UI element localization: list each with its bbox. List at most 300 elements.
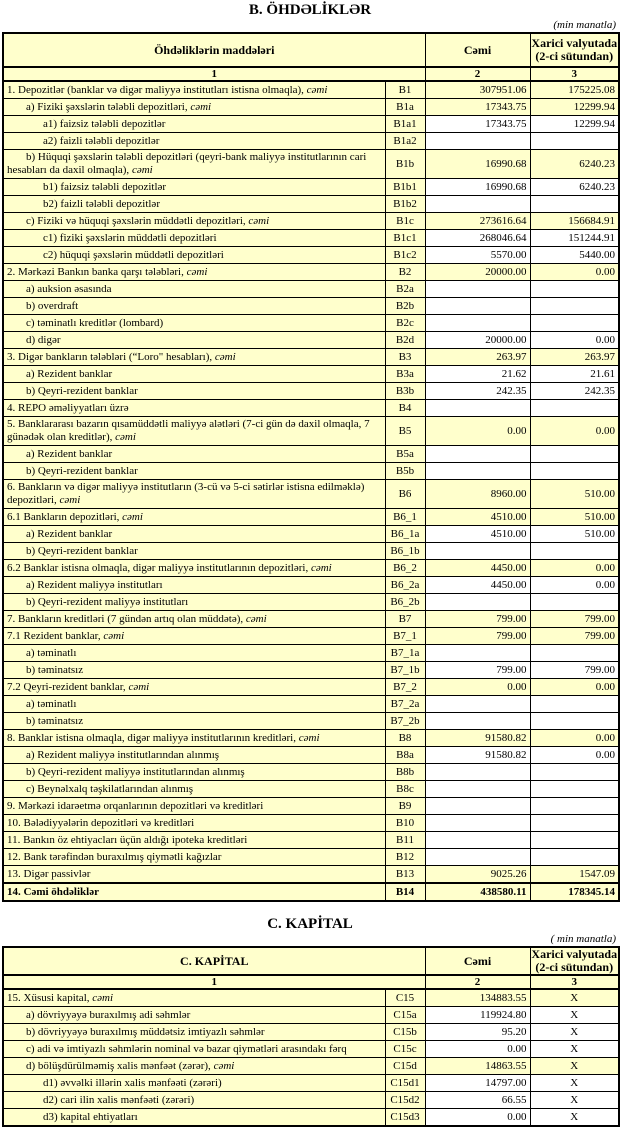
row-total-value: 4510.00: [425, 526, 530, 543]
row-label: b) təminatsız: [3, 662, 385, 679]
row-fx-value: X: [530, 1109, 619, 1127]
row-code: B3b: [385, 383, 425, 400]
row-fx-value: 0.00: [530, 577, 619, 594]
row-fx-value: 799.00: [530, 611, 619, 628]
table-row: [3, 798, 619, 815]
row-fx-value: 1547.09: [530, 866, 619, 884]
row-label: a) auksion əsasında: [3, 281, 385, 298]
row-total-value: 134883.55: [425, 989, 530, 1007]
table-row: [3, 366, 619, 383]
row-code: B7_1a: [385, 645, 425, 662]
table-row: [3, 383, 619, 400]
total-column-header: Cəmi: [425, 947, 530, 975]
colnum-1: 1: [3, 67, 425, 81]
row-code: B7_2b: [385, 713, 425, 730]
row-code: C15d1: [385, 1075, 425, 1092]
total-column-header: Cəmi: [425, 33, 530, 67]
table-row: [3, 832, 619, 849]
row-code: B3: [385, 349, 425, 366]
row-code: B8a: [385, 747, 425, 764]
row-code: B5b: [385, 463, 425, 480]
row-label: 1. Depozitlər (banklar və digər maliyyə institutları istisna olmaqla), cəmi: [3, 81, 385, 99]
row-total-value: 4450.00: [425, 577, 530, 594]
row-code: B8c: [385, 781, 425, 798]
row-label: 7.1 Rezident banklar, cəmi: [3, 628, 385, 645]
row-total-value: 8960.00: [425, 480, 530, 509]
row-fx-value: [530, 645, 619, 662]
row-label: c2) hüquqi şəxslərin müddətli depozitləri: [3, 247, 385, 264]
row-code: B1: [385, 81, 425, 99]
table-row: [3, 1075, 619, 1092]
row-code: C15c: [385, 1041, 425, 1058]
row-label: a) Rezident maliyyə institutları: [3, 577, 385, 594]
capital-header-row: [3, 947, 619, 975]
row-label: c) Fiziki və hüquqi şəxslərin müddətli depozitləri, cəmi: [3, 213, 385, 230]
colnum-2: 2: [425, 67, 530, 81]
row-label: a1) faizsiz tələbli depozitlər: [3, 116, 385, 133]
table-row: [3, 400, 619, 417]
row-label: a) Rezident banklar: [3, 446, 385, 463]
row-fx-value: 12299.94: [530, 99, 619, 116]
row-code: B14: [385, 883, 425, 901]
row-fx-value: 21.61: [530, 366, 619, 383]
row-code: B2: [385, 264, 425, 281]
row-code: C15d3: [385, 1109, 425, 1127]
row-total-value: [425, 645, 530, 662]
row-label: 6.1 Bankların depozitləri, cəmi: [3, 509, 385, 526]
row-total-value: 119924.80: [425, 1007, 530, 1024]
row-label: 7. Bankların kreditləri (7 gündən artıq olan müddətə), cəmi: [3, 611, 385, 628]
row-fx-value: 178345.14: [530, 883, 619, 901]
row-label: 13. Digər passivlər: [3, 866, 385, 884]
colnum-3: 3: [530, 67, 619, 81]
row-label: c) adi və imtiyazlı səhmlərin nominal və bazar qiymətləri arasındakı fərq: [3, 1041, 385, 1058]
row-total-value: 9025.26: [425, 866, 530, 884]
table-row: [3, 781, 619, 798]
row-total-value: 4450.00: [425, 560, 530, 577]
table-row: [3, 480, 619, 509]
row-label: 4. REPO əməliyyatları üzrə: [3, 400, 385, 417]
row-total-value: [425, 133, 530, 150]
row-total-value: 66.55: [425, 1092, 530, 1109]
row-fx-value: [530, 281, 619, 298]
row-code: B6_2a: [385, 577, 425, 594]
row-label: 2. Mərkəzi Bankın banka qarşı tələbləri, cəmi: [3, 264, 385, 281]
table-row: [3, 446, 619, 463]
row-label-italic-suffix: cəmi: [308, 561, 332, 574]
row-code: C15a: [385, 1007, 425, 1024]
row-label-italic-suffix: cəmi: [183, 265, 208, 278]
row-code: C15d2: [385, 1092, 425, 1109]
row-label: b) Qeyri-rezident maliyyə institutlarından alınmış: [3, 764, 385, 781]
row-fx-value: X: [530, 1092, 619, 1109]
row-fx-value: X: [530, 989, 619, 1007]
row-total-value: [425, 713, 530, 730]
items-column-header: C. KAPİTAL: [3, 947, 425, 975]
row-code: B12: [385, 849, 425, 866]
table-row: [3, 662, 619, 679]
row-label: a) Fiziki şəxslərin tələbli depozitləri, cəmi: [3, 99, 385, 116]
row-label: a2) faizli tələbli depozitlər: [3, 133, 385, 150]
row-fx-value: [530, 594, 619, 611]
table-row: [3, 849, 619, 866]
row-total-value: [425, 849, 530, 866]
row-code: B1a2: [385, 133, 425, 150]
table-row: [3, 730, 619, 747]
row-label-italic-suffix: cəmi: [129, 164, 153, 176]
row-label: 9. Mərkəzi idarəetmə orqanlarının depozitləri və kreditləri: [3, 798, 385, 815]
row-label: 14. Cəmi öhdəliklər: [3, 883, 385, 901]
row-code: C15d: [385, 1058, 425, 1075]
row-total-value: 0.00: [425, 1109, 530, 1127]
row-label: 3. Digər bankların tələbləri (“Loro" hesabları), cəmi: [3, 349, 385, 366]
row-label: 6. Bankların və digər maliyyə institutların (3-cü və 5-ci sətirlər istisna edilməklə) depozitləri, cəmi: [3, 480, 385, 509]
row-label: c1) fiziki şəxslərin müddətli depozitləri: [3, 230, 385, 247]
row-total-value: [425, 281, 530, 298]
liabilities-colnum-row: [3, 67, 619, 81]
row-fx-value: [530, 543, 619, 560]
row-code: B7_2: [385, 679, 425, 696]
table-row: [3, 526, 619, 543]
section-b-title: B. ÖHDƏLİKLƏR: [248, 2, 372, 18]
row-label: 7.2 Qeyri-rezident banklar, cəmi: [3, 679, 385, 696]
row-total-value: [425, 798, 530, 815]
row-fx-value: 12299.94: [530, 116, 619, 133]
row-fx-value: 0.00: [530, 332, 619, 349]
row-total-value: [425, 298, 530, 315]
row-fx-value: 5440.00: [530, 247, 619, 264]
row-code: B1b1: [385, 179, 425, 196]
row-total-value: [425, 764, 530, 781]
row-label: b) Hüquqi şəxslərin tələbli depozitləri (qeyri-bank maliyyə institutlarının cari hesabları da daxil olmaqla), cəmi: [3, 150, 385, 179]
row-total-value: 20000.00: [425, 264, 530, 281]
row-label-italic-suffix: cəmi: [212, 350, 236, 363]
row-code: B7_1b: [385, 662, 425, 679]
row-fx-value: [530, 446, 619, 463]
row-total-value: [425, 781, 530, 798]
table-row: [3, 679, 619, 696]
row-total-value: 799.00: [425, 628, 530, 645]
table-row: [3, 463, 619, 480]
row-label: d) bölüşdürülməmiş xalis mənfəət (zərər), cəmi: [3, 1058, 385, 1075]
table-row: [3, 230, 619, 247]
row-fx-value: 510.00: [530, 526, 619, 543]
row-fx-value: 510.00: [530, 509, 619, 526]
table-row: [3, 133, 619, 150]
section-c-unit-note: ( min manatla): [550, 933, 616, 945]
row-label: 10. Bələdiyyələrin depozitləri və kreditləri: [3, 815, 385, 832]
row-total-value: 799.00: [425, 662, 530, 679]
row-code: B1c1: [385, 230, 425, 247]
row-code: B7: [385, 611, 425, 628]
row-total-value: [425, 594, 530, 611]
row-total-value: 242.35: [425, 383, 530, 400]
table-row: [3, 264, 619, 281]
items-column-header: Öhdəliklərin maddələri: [3, 33, 425, 67]
row-label-italic-suffix: cəmi: [89, 991, 114, 1004]
table-row: [3, 116, 619, 133]
table-row: [3, 611, 619, 628]
table-row: [3, 866, 619, 884]
table-row: [3, 179, 619, 196]
table-row: [3, 1092, 619, 1109]
row-fx-value: [530, 696, 619, 713]
row-total-value: [425, 400, 530, 417]
row-total-value: 17343.75: [425, 116, 530, 133]
table-row: [3, 747, 619, 764]
table-row: [3, 696, 619, 713]
row-label: a) Rezident maliyyə institutlarından alınmış: [3, 747, 385, 764]
row-code: B1c: [385, 213, 425, 230]
table-row: [3, 509, 619, 526]
table-row: [3, 1058, 619, 1075]
row-code: B6_2: [385, 560, 425, 577]
row-fx-value: 0.00: [530, 730, 619, 747]
row-fx-value: [530, 713, 619, 730]
row-code: B2c: [385, 315, 425, 332]
row-total-value: 438580.11: [425, 883, 530, 901]
row-fx-value: 156684.91: [530, 213, 619, 230]
table-row: [3, 1024, 619, 1041]
liabilities-header-row: [3, 33, 619, 67]
row-total-value: [425, 832, 530, 849]
row-fx-value: 799.00: [530, 662, 619, 679]
row-code: B1a: [385, 99, 425, 116]
row-label: b) Qeyri-rezident banklar: [3, 463, 385, 480]
table-row: [3, 417, 619, 446]
row-code: B4: [385, 400, 425, 417]
row-label: 6.2 Banklar istisna olmaqla, digər maliyyə institutlarının depozitləri, cəmi: [3, 560, 385, 577]
row-fx-value: 799.00: [530, 628, 619, 645]
row-label: d2) cari ilin xalis mənfəəti (zərəri): [3, 1092, 385, 1109]
row-code: B7_2a: [385, 696, 425, 713]
row-code: B6_1b: [385, 543, 425, 560]
liabilities-table: [2, 32, 620, 902]
row-label-italic-suffix: cəmi: [100, 629, 125, 642]
row-total-value: 14863.55: [425, 1058, 530, 1075]
row-fx-value: 175225.08: [530, 81, 619, 99]
row-fx-value: 242.35: [530, 383, 619, 400]
fx-column-header: Xarici valyutada (2-ci sütundan): [531, 947, 618, 974]
row-total-value: [425, 696, 530, 713]
table-row: [3, 213, 619, 230]
report-page: [0, 2, 620, 1127]
row-fx-value: 263.97: [530, 349, 619, 366]
row-code: B6_1: [385, 509, 425, 526]
row-code: B10: [385, 815, 425, 832]
row-total-value: [425, 463, 530, 480]
row-label-italic-suffix: cəmi: [210, 1059, 235, 1072]
table-row: [3, 577, 619, 594]
row-total-value: 21.62: [425, 366, 530, 383]
table-row: [3, 815, 619, 832]
section-c-title: C. KAPİTAL: [267, 916, 353, 932]
row-fx-value: 0.00: [530, 417, 619, 446]
row-label: 15. Xüsusi kapital, cəmi: [3, 989, 385, 1007]
row-fx-value: 0.00: [530, 560, 619, 577]
row-label: b) Qeyri-rezident maliyyə institutları: [3, 594, 385, 611]
row-code: C15: [385, 989, 425, 1007]
row-code: B1b: [385, 150, 425, 179]
row-label: a) təminatlı: [3, 645, 385, 662]
row-label: d3) kapital ehtiyatları: [3, 1109, 385, 1127]
row-fx-value: 0.00: [530, 747, 619, 764]
row-fx-value: [530, 798, 619, 815]
row-label-italic-suffix: cəmi: [56, 494, 81, 506]
row-label: c) Beynəlxalq təşkilatlarından alınmış: [3, 781, 385, 798]
row-total-value: 0.00: [425, 679, 530, 696]
table-row: [3, 1109, 619, 1127]
fx-column-header: Xarici valyutada (2-ci sütundan): [530, 33, 619, 67]
row-fx-value: [530, 298, 619, 315]
row-fx-value: [530, 463, 619, 480]
table-row: [3, 989, 619, 1007]
row-code: B6_2b: [385, 594, 425, 611]
row-code: B9: [385, 798, 425, 815]
row-fx-value: 151244.91: [530, 230, 619, 247]
row-total-value: 0.00: [425, 417, 530, 446]
row-total-value: 95.20: [425, 1024, 530, 1041]
row-code: B1b2: [385, 196, 425, 213]
row-total-value: 16990.68: [425, 150, 530, 179]
row-total-value: 14797.00: [425, 1075, 530, 1092]
table-row: [3, 298, 619, 315]
row-fx-value: [530, 315, 619, 332]
row-fx-value: X: [530, 1058, 619, 1075]
table-row: [3, 883, 619, 901]
table-row: [3, 196, 619, 213]
table-row: [3, 594, 619, 611]
table-row: [3, 560, 619, 577]
row-fx-value: X: [530, 1075, 619, 1092]
colnum-2: 2: [425, 975, 530, 989]
row-label-italic-suffix: cəmi: [112, 431, 136, 443]
row-total-value: 799.00: [425, 611, 530, 628]
row-code: B1c2: [385, 247, 425, 264]
row-total-value: [425, 815, 530, 832]
row-total-value: 17343.75: [425, 99, 530, 116]
row-code: B1a1: [385, 116, 425, 133]
row-label: b) overdraft: [3, 298, 385, 315]
table-row: [3, 315, 619, 332]
row-label-italic-suffix: cəmi: [119, 510, 143, 523]
row-fx-value: 6240.23: [530, 150, 619, 179]
row-total-value: [425, 543, 530, 560]
table-row: [3, 99, 619, 116]
table-row: [3, 81, 619, 99]
table-row: [3, 764, 619, 781]
row-label-italic-suffix: cəmi: [187, 100, 212, 113]
row-fx-value: 0.00: [530, 679, 619, 696]
section-b-unit-note: (min manatla): [553, 19, 616, 31]
row-label: b) dövriyyəyə buraxılmış müddətsiz imtiyazlı səhmlər: [3, 1024, 385, 1041]
row-label: b1) faizsiz tələbli depozitlər: [3, 179, 385, 196]
row-code: B11: [385, 832, 425, 849]
row-code: B3a: [385, 366, 425, 383]
row-fx-value: 510.00: [530, 480, 619, 509]
row-total-value: [425, 446, 530, 463]
row-fx-value: [530, 133, 619, 150]
row-fx-value: [530, 815, 619, 832]
row-code: B5a: [385, 446, 425, 463]
row-total-value: 4510.00: [425, 509, 530, 526]
row-fx-value: [530, 849, 619, 866]
colnum-1: 1: [3, 975, 425, 989]
row-total-value: 91580.82: [425, 747, 530, 764]
row-label: 12. Bank tərəfindən buraxılmış qiymətli kağızlar: [3, 849, 385, 866]
row-label-italic-suffix: cəmi: [303, 83, 328, 96]
row-label: c) təminatlı kreditlər (lombard): [3, 315, 385, 332]
colnum-3: 3: [530, 975, 619, 989]
row-code: B2d: [385, 332, 425, 349]
row-fx-value: 6240.23: [530, 179, 619, 196]
row-label: a) Rezident banklar: [3, 526, 385, 543]
row-label: a) dövriyyəyə buraxılmış adi səhmlər: [3, 1007, 385, 1024]
row-label: a) təminatlı: [3, 696, 385, 713]
table-row: [3, 281, 619, 298]
row-label-italic-suffix: cəmi: [243, 612, 267, 625]
row-fx-value: [530, 400, 619, 417]
row-code: B7_1: [385, 628, 425, 645]
row-code: B8b: [385, 764, 425, 781]
row-fx-value: X: [530, 1041, 619, 1058]
row-total-value: [425, 315, 530, 332]
row-total-value: 263.97: [425, 349, 530, 366]
row-label: b2) faizli tələbli depozitlər: [3, 196, 385, 213]
row-total-value: 5570.00: [425, 247, 530, 264]
row-code: C15b: [385, 1024, 425, 1041]
row-code: B2a: [385, 281, 425, 298]
table-row: [3, 1041, 619, 1058]
row-label-italic-suffix: cəmi: [125, 680, 150, 693]
row-total-value: 307951.06: [425, 81, 530, 99]
row-label: 8. Banklar istisna olmaqla, digər maliyyə institutlarının kreditləri, cəmi: [3, 730, 385, 747]
table-row: [3, 1007, 619, 1024]
table-row: [3, 150, 619, 179]
row-fx-value: X: [530, 1024, 619, 1041]
row-total-value: 0.00: [425, 1041, 530, 1058]
row-code: B2b: [385, 298, 425, 315]
table-row: [3, 247, 619, 264]
row-label: b) Qeyri-rezident banklar: [3, 543, 385, 560]
table-row: [3, 332, 619, 349]
row-total-value: 16990.68: [425, 179, 530, 196]
row-total-value: 273616.64: [425, 213, 530, 230]
row-total-value: 91580.82: [425, 730, 530, 747]
row-label: a) Rezident banklar: [3, 366, 385, 383]
row-fx-value: [530, 832, 619, 849]
capital-table: [2, 946, 620, 1127]
table-row: [3, 645, 619, 662]
row-code: B8: [385, 730, 425, 747]
row-total-value: [425, 196, 530, 213]
row-code: B6_1a: [385, 526, 425, 543]
row-total-value: 268046.64: [425, 230, 530, 247]
table-row: [3, 349, 619, 366]
row-code: B5: [385, 417, 425, 446]
row-fx-value: 0.00: [530, 264, 619, 281]
table-row: [3, 543, 619, 560]
row-fx-value: X: [530, 1007, 619, 1024]
row-label: d) digər: [3, 332, 385, 349]
table-row: [3, 628, 619, 645]
row-fx-value: [530, 781, 619, 798]
row-total-value: 20000.00: [425, 332, 530, 349]
row-fx-value: [530, 764, 619, 781]
row-fx-value: [530, 196, 619, 213]
row-label: b) təminatsız: [3, 713, 385, 730]
table-row: [3, 713, 619, 730]
